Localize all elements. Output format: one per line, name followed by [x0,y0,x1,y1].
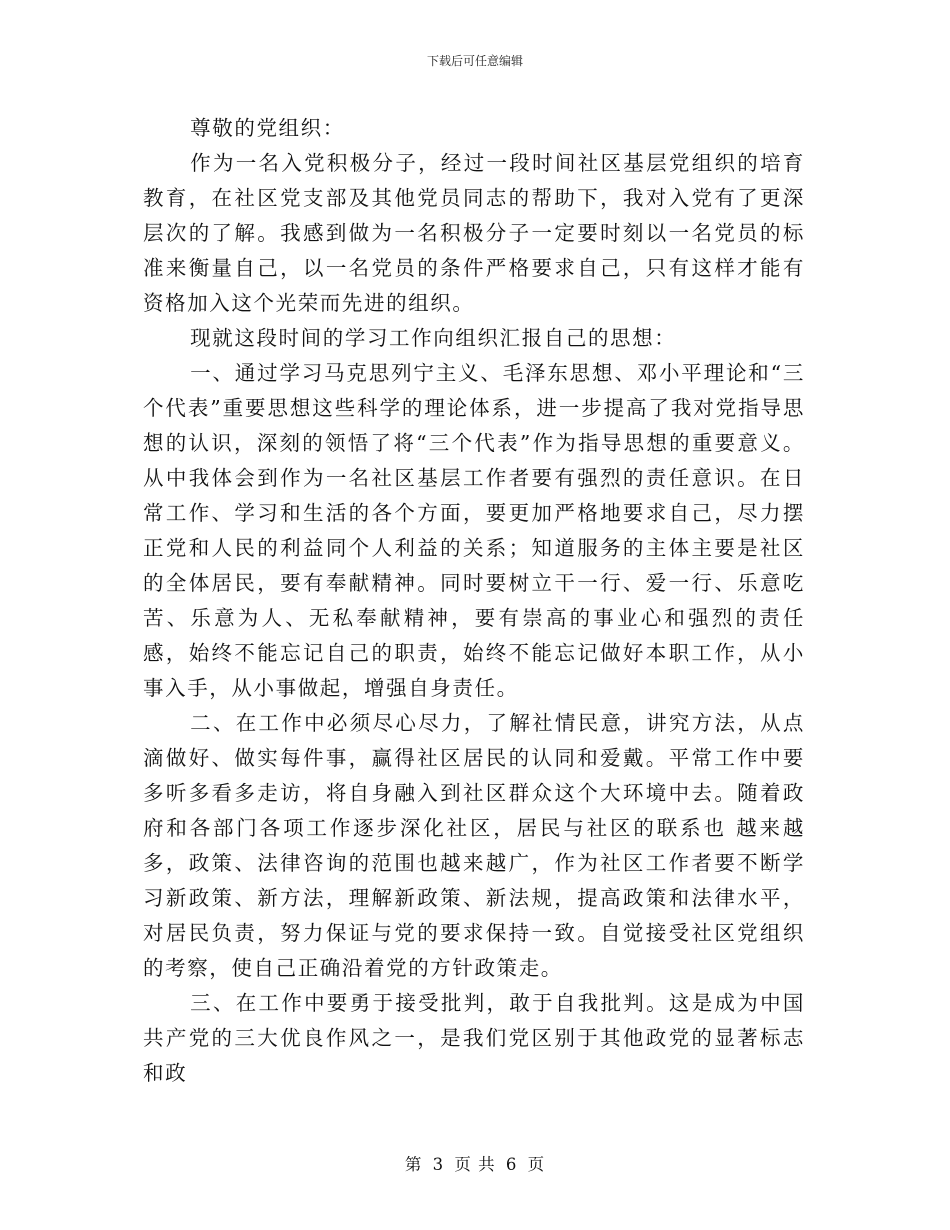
page-mid: 页 共 [454,1155,496,1174]
paragraph-point-two: 二、在工作中必须尽心尽力，了解社情民意，讲究方法，从点滴做好、做实每件事，赢得社区居民的认同和爱戴。平常工作中要多听多看多走访，将自身融入到社区群众这个大环境中去。随着政府和各部门各项工作逐步深化社区，居民与社区的联系也 越来越多，政策、法律咨询的范围也越来越广，作为社区工作者要不断学习新政策、新方法，理解新政策、新法规，提高政策和法律水平，对居民负责，努力保证与党的要求保持一致。自觉接受社区党组织的考察，使自己正确沿着党的方针政策走。 [143,711,805,980]
paragraph-point-one: 一、通过学习马克思列宁主义、毛泽东思想、邓小平理论和“三个代表”重要思想这些科学的理论体系，进一步提高了我对党指导思想的认识，深刻的领悟了将“三个代表”作为指导思想的重要意义。从中我体会到作为一名社区基层工作者要有强烈的责任意识。在日常工作、学习和生活的各个方面，要更加严格地要求自己，尽力摆正党和人民的利益同个人利益的关系；知道服务的主体主要是社区的全体居民，要有奉献精神。同时要树立干一行、爱一行、乐意吃苦、乐意为人、无私奉献精神，要有崇高的事业心和强烈的责任感，始终不能忘记自己的职责，始终不能忘记做好本职工作，从小事入手，从小事做起，增强自身责任。 [143,361,805,700]
page-number: 3 [432,1155,445,1174]
page-suffix: 页 [527,1155,546,1174]
page-header: 下载后可任意编辑 [426,54,523,68]
paragraph-intro: 作为一名入党积极分子，经过一段时间社区基层党组织的培育教育，在社区党支部及其他党员同志的帮助下，我对入党有了更深层次的了解。我感到做为一名积极分子一定要时刻以一名党员的标准来衡量自己，以一名党员的条件严格要求自己，只有这样才能有资格加入这个光荣而先进的组织。 [143,151,805,315]
paragraph-report-lead: 现就这段时间的学习工作向组织汇报自己的思想： [190,326,677,350]
page-footer [0,1154,950,1176]
total-pages: 6 [505,1155,518,1174]
paragraph-point-three: 三、在工作中要勇于接受批判，敢于自我批判。这是成为中国共产党的三大优良作风之一，是我们党区别于其他政党的显著标志和政 [143,991,805,1085]
document-body [143,111,805,1091]
page-prefix: 第 [404,1155,423,1174]
salutation: 尊敬的党组织： [190,116,345,140]
